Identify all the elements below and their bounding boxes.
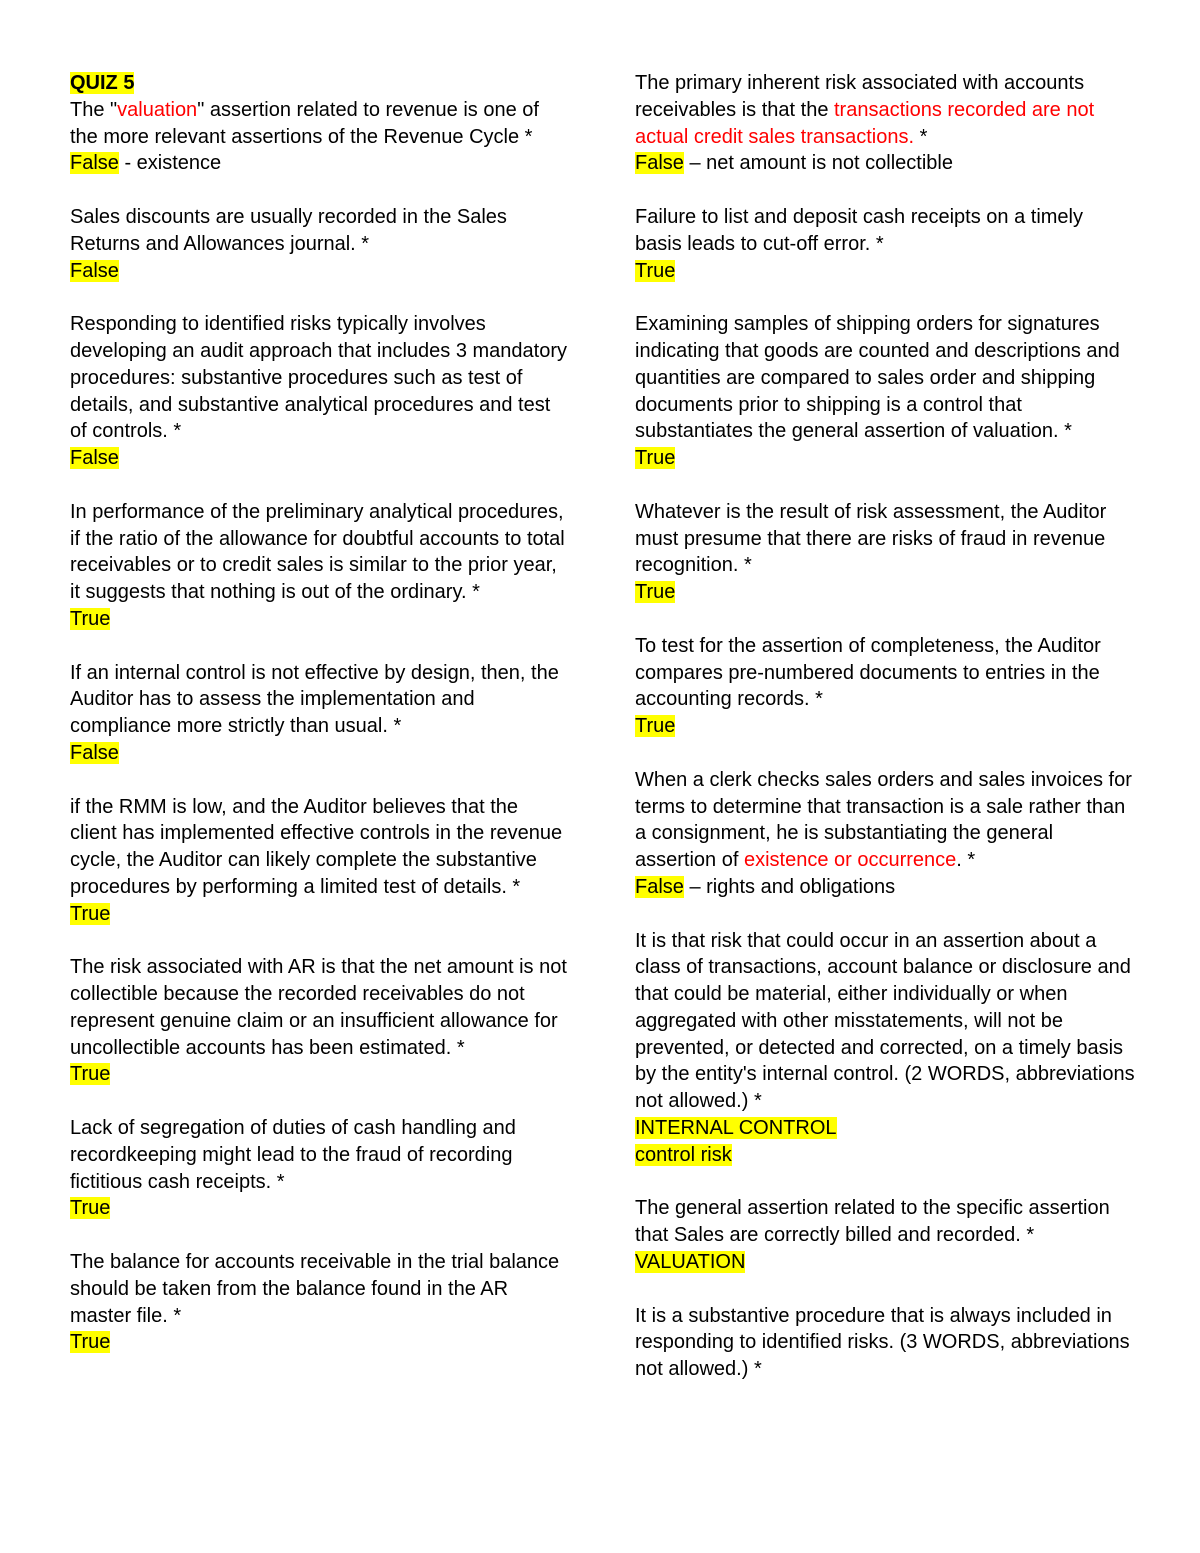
question-text: if the RMM is low, and the Auditor believes that the client has implemented effective controls in the revenue cycle, the Auditor can likely complete the substantive procedures by performing a limited test of details. *	[70, 795, 563, 898]
emphasized-term: existence or occurrence	[743, 849, 957, 872]
question-text: The balance for accounts receivable in the trial balance should be taken from the balance found in the AR master file. *	[70, 1251, 560, 1327]
answer-highlight: True	[70, 1331, 111, 1354]
question-text: Failure to list and deposit cash receipts on a timely basis leads to cut-off error. *	[635, 205, 1083, 255]
answer-line	[635, 579, 1135, 606]
question-text: It is a substantive procedure that is always included in responding to identified risks. (3 WORDS, abbreviations not allowed.) *	[635, 1304, 1130, 1381]
answer-line	[635, 1249, 1135, 1276]
answer-line	[635, 1142, 1135, 1169]
question-block	[635, 928, 1135, 1169]
question-text: If an internal control is not effective by design, then, the Auditor has to assess the implementation and compliance more strictly than usual. *	[70, 661, 559, 738]
question-text	[70, 97, 570, 151]
answer-line	[70, 606, 570, 633]
answer-line	[70, 1195, 570, 1222]
emphasized-term: valuation	[117, 98, 198, 121]
answer-highlight: True	[70, 1063, 111, 1086]
question-block	[70, 311, 570, 472]
question-text: Whatever is the result of risk assessment, the Auditor must presume that there are risks of fraud in revenue recognition. *	[635, 500, 1107, 577]
answer-highlight: True	[635, 447, 676, 470]
answer-line	[70, 740, 570, 767]
question-text: Examining samples of shipping orders for signatures indicating that goods are counted and descriptions and quantities are compared to sales order and shipping documents prior to shipping is a control that substantiates the general assertion of valuation. *	[635, 313, 1120, 443]
answer-highlight: True	[635, 581, 676, 604]
left-column	[70, 70, 570, 1383]
question-text	[635, 70, 1135, 150]
question-text-part: " assertion related to revenue is one of the more relevant assertions of the Revenue Cycle *	[70, 98, 539, 148]
question-text: Lack of segregation of duties of cash handling and recordkeeping might lead to the fraud of recording fictitious cash receipts. *	[70, 1117, 516, 1193]
answer-line	[70, 150, 570, 177]
answer-line	[70, 1329, 570, 1356]
question-block	[70, 794, 570, 928]
question-block	[635, 204, 1135, 284]
answer-line	[70, 901, 570, 928]
question-block	[635, 633, 1135, 740]
answer-highlight: False	[70, 152, 119, 175]
quiz-title: QUIZ 5	[70, 72, 135, 94]
question-text	[635, 767, 1135, 874]
answer-highlight: True	[70, 1197, 111, 1220]
answer-line	[635, 445, 1135, 472]
question-block	[635, 70, 1135, 177]
question-block	[635, 1195, 1135, 1275]
question-text-part: The primary inherent risk associated with accounts receivables is that the	[635, 72, 1085, 121]
answer-highlight: False	[70, 259, 119, 282]
question-text: Sales discounts are usually recorded in the Sales Returns and Allowances journal. *	[70, 205, 507, 255]
question-block	[635, 767, 1135, 901]
answer-line	[635, 713, 1135, 740]
question-text: To test for the assertion of completeness, the Auditor compares pre-numbered documents to entries in the accounting records. *	[635, 634, 1101, 711]
answer-highlight: False	[70, 741, 119, 764]
question-text-part: The "	[70, 98, 118, 121]
question-block	[70, 954, 570, 1088]
answer-line	[635, 150, 1135, 177]
answer-highlight: True	[635, 259, 676, 282]
question-text: The general assertion related to the specific assertion that Sales are correctly billed and recorded. *	[635, 1197, 1110, 1247]
answer-highlight: True	[70, 902, 111, 925]
question-text: It is that risk that could occur in an assertion about a class of transactions, account balance or disclosure and that could be material, either individually or when aggregated with other misstatements, will not be prevented, or detected and corrected, on a timely basis by the entity's internal control. (2 WORDS, abbreviations not allowed.) *	[635, 929, 1135, 1113]
question-text: Responding to identified risks typically involves developing an audit approach that includes 3 mandatory procedures: substantive procedures such as test of details, and substantive analytical procedures and test of controls. *	[70, 313, 568, 443]
answer-line	[70, 445, 570, 472]
question-block	[70, 499, 570, 633]
answer-note: – net amount is not collectible	[683, 152, 953, 175]
question-text-part: When a clerk checks sales orders and sales invoices for terms to determine that transaction is a sale rather than a consignment, he is substantiating the general assertion of	[635, 768, 1132, 872]
question-block	[70, 70, 570, 177]
question-text-part: . *	[956, 849, 976, 872]
answer-note: – rights and obligations	[683, 875, 896, 898]
answer-highlight: True	[635, 715, 676, 738]
question-block	[635, 1303, 1135, 1383]
question-block	[70, 1249, 570, 1356]
emphasized-term: transactions recorded are not actual credit sales transactions.	[635, 98, 1095, 148]
answer-highlight: False	[635, 875, 684, 898]
question-block	[635, 311, 1135, 472]
answer-line	[635, 258, 1135, 285]
question-text: In performance of the preliminary analytical procedures, if the ratio of the allowance for doubtful accounts to total receivables or to credit sales is similar to the prior year, it suggests that nothing is out of the ordinary. *	[70, 500, 565, 604]
question-text: The risk associated with AR is that the net amount is not collectible because the recorded receivables do not represent genuine claim or an insufficient allowance for uncollectible accounts has been estimated. *	[70, 956, 567, 1059]
answer-highlight: False	[635, 152, 684, 175]
question-block	[70, 1115, 570, 1222]
answer-highlight: False	[70, 447, 119, 470]
right-column	[635, 70, 1135, 1410]
question-block	[70, 204, 570, 284]
answer-line	[70, 258, 570, 285]
answer-highlight: VALUATION	[635, 1251, 746, 1274]
question-text-part: *	[914, 125, 928, 148]
answer-highlight: True	[70, 607, 111, 630]
answer-note: - existence	[118, 152, 222, 175]
question-block	[635, 499, 1135, 606]
answer-highlight: control risk	[635, 1143, 732, 1166]
question-block	[70, 660, 570, 767]
answer-line	[635, 874, 1135, 901]
answer-line	[635, 1115, 1135, 1142]
answer-line	[70, 1061, 570, 1088]
answer-highlight: INTERNAL CONTROL	[635, 1117, 837, 1140]
